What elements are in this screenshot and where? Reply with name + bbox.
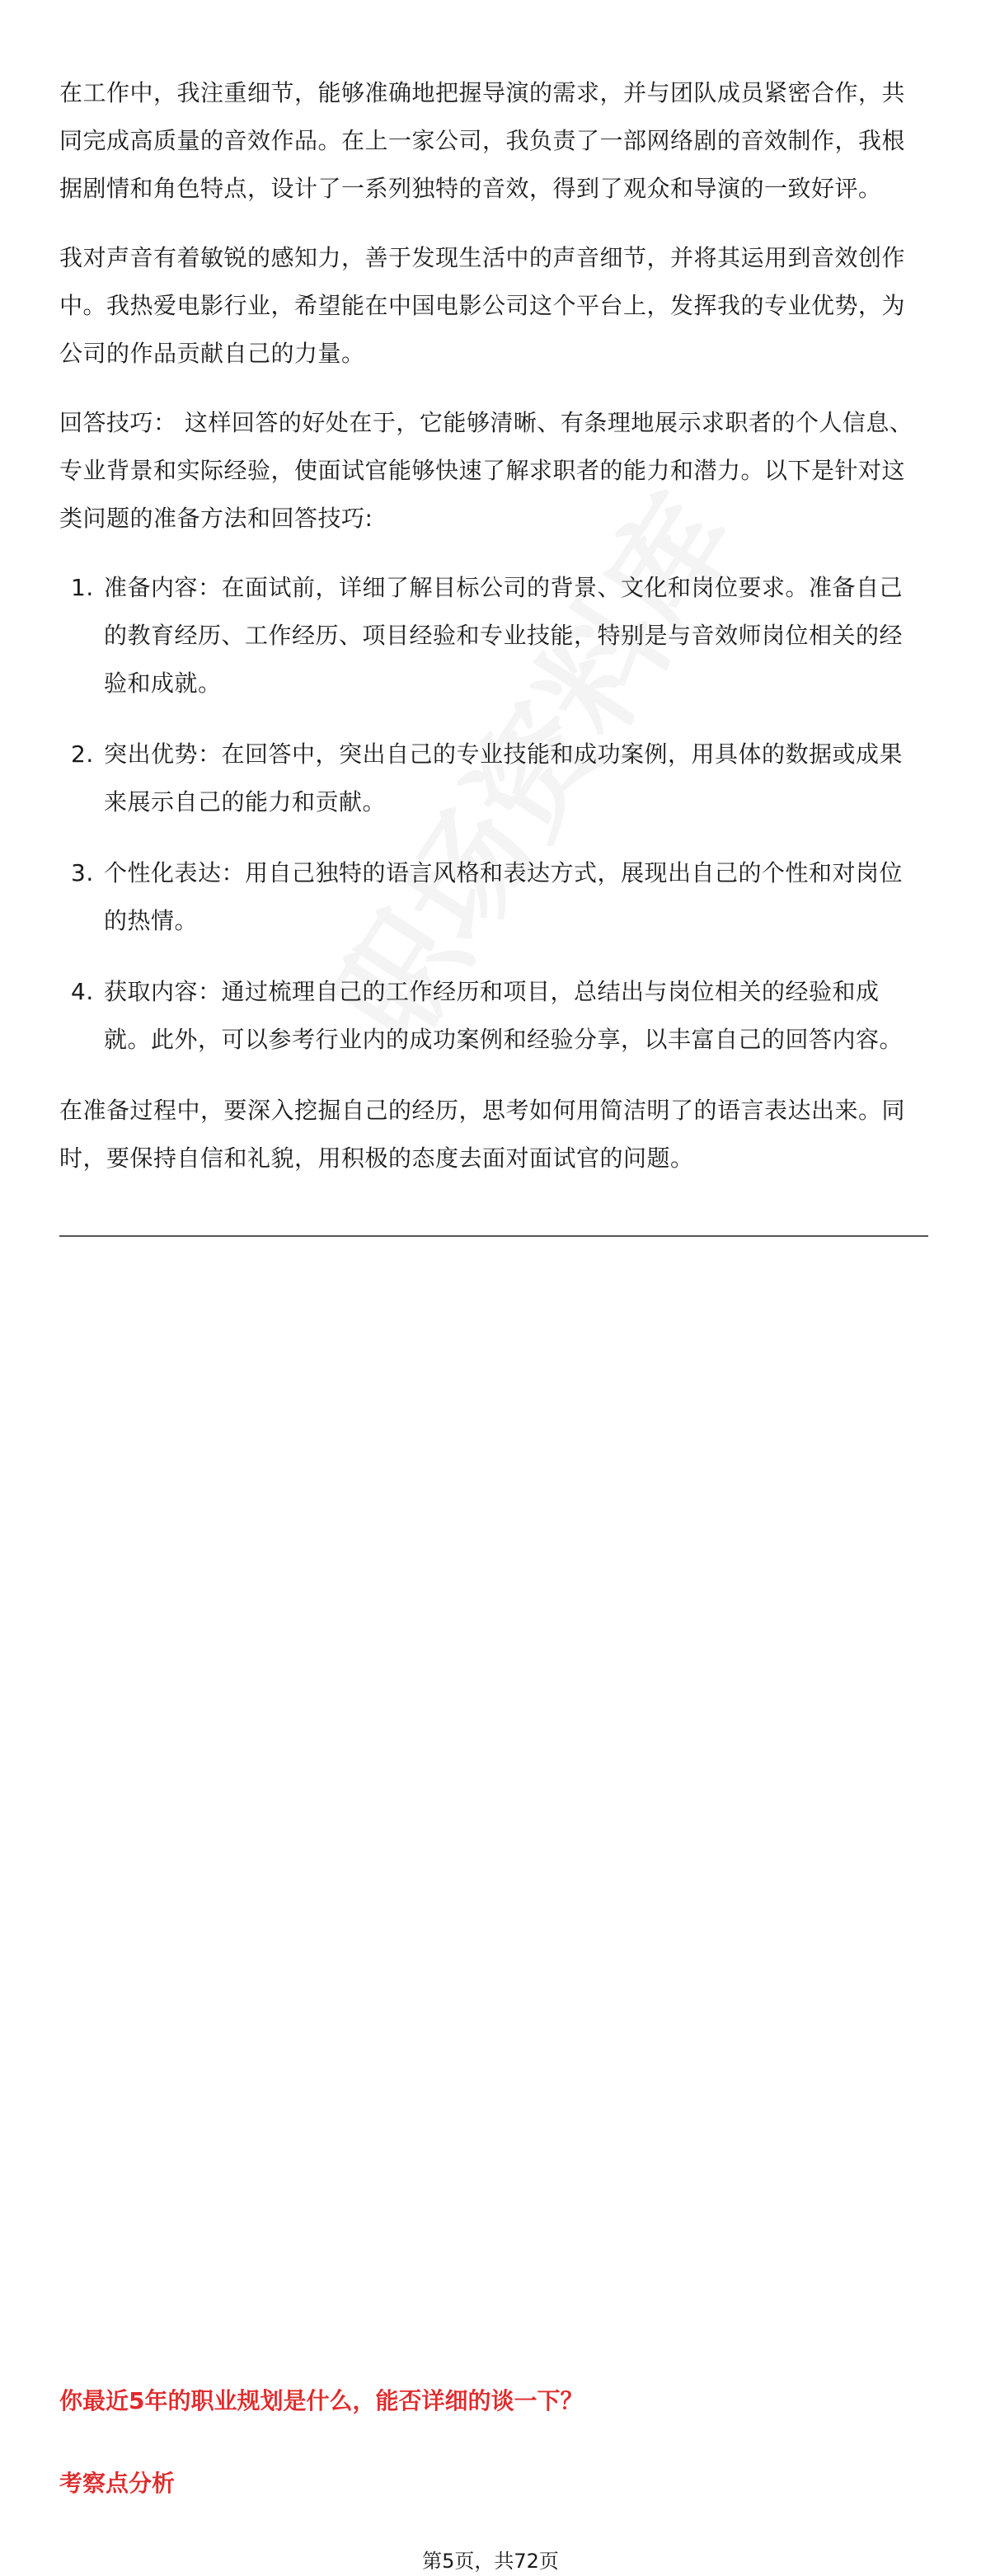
- list-item-text: 个性化表达：用自己独特的语言风格和表达方式，展现出自己的个性和对岗位的热情。: [104, 859, 904, 934]
- list-number: 1.: [71, 574, 94, 601]
- page-footer: 第5页，共72页: [422, 2550, 559, 2573]
- section-divider: [59, 1235, 928, 1237]
- section-heading: 考察点分析: [59, 2470, 176, 2497]
- tips-list: [59, 564, 922, 1064]
- list-item: [59, 564, 922, 707]
- paragraph-passion: 我对声音有着敏锐的感知力，善于发现生活中的声音细节，并将其运用到音效创作中。我热爱电影行业，希望能在中国电影公司这个平台上，发挥我的专业优势，为公司的作品贡献自己的力量。: [59, 244, 906, 367]
- paragraph-experience: 在工作中，我注重细节，能够准确地把握导演的需求，并与团队成员紧密合作，共同完成高质量的音效作品。在上一家公司，我负责了一部网络剧的音效制作，我根据剧情和角色特点，设计了一系列独特的音效，得到了观众和导演的一致好评。: [59, 79, 906, 202]
- question-heading: 你最近5年的职业规划是什么，能否详细的谈一下？: [59, 2387, 584, 2414]
- list-number: 4.: [71, 978, 94, 1005]
- list-number: 2.: [71, 740, 94, 768]
- document-body: [59, 69, 922, 1182]
- list-item: [59, 849, 922, 945]
- list-number: 3.: [71, 859, 94, 886]
- list-item: [59, 731, 922, 826]
- list-item-text: 突出优势：在回答中，突出自己的专业技能和成功案例，用具体的数据或成果来展示自己的能力和贡献。: [104, 740, 904, 816]
- list-item-text: 获取内容：通过梳理自己的工作经历和项目，总结出与岗位相关的经验和成就。此外，可以参考行业内的成功案例和经验分享，以丰富自己的回答内容。: [104, 978, 904, 1053]
- paragraph-closing: 在准备过程中，要深入挖掘自己的经历，思考如何用简洁明了的语言表达出来。同时，要保持自信和礼貌，用积极的态度去面对面试官的问题。: [59, 1097, 906, 1172]
- list-item: [59, 968, 922, 1064]
- list-item-text: 准备内容：在面试前，详细了解目标公司的背景、文化和岗位要求。准备自己的教育经历、工作经历、项目经验和专业技能，特别是与音效师岗位相关的经验和成就。: [104, 574, 904, 697]
- paragraph-answer-tips: 回答技巧： 这样回答的好处在于，它能够清晰、有条理地展示求职者的个人信息、专业背景和实际经验，使面试官能够快速了解求职者的能力和潜力。以下是针对这类问题的准备方法和回答技巧:: [59, 409, 913, 532]
